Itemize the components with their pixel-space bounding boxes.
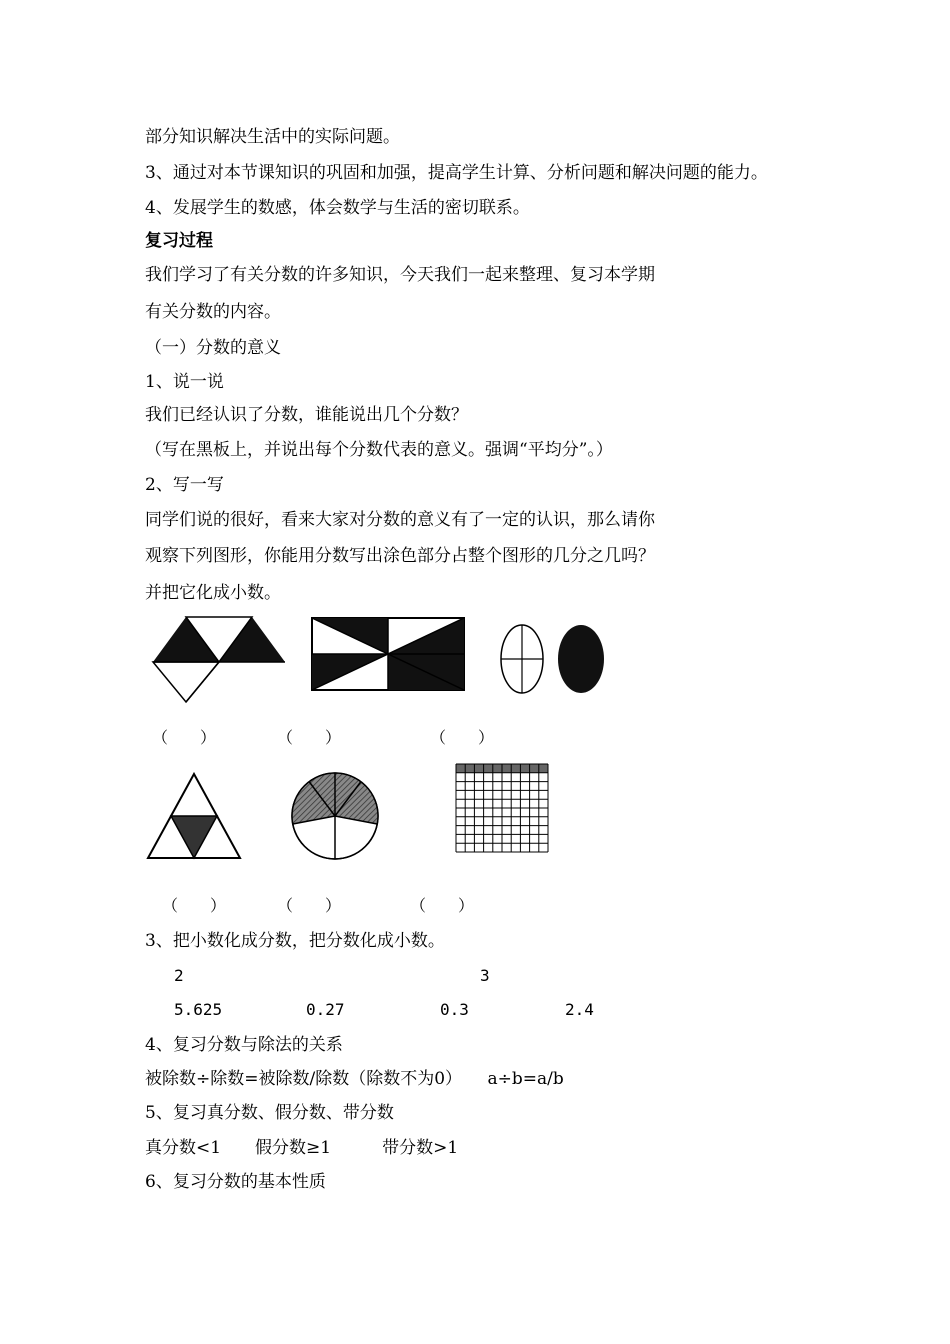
text-line: （写在黑板上，并说出每个分数代表的意义。强调“平均分”。） [145,440,613,460]
decimal-value: 0.3 [440,1000,469,1019]
text-line: 3、通过对本节课知识的巩固和加强，提高学生计算、分析问题和解决问题的能力。 [145,163,768,183]
ellipse-filled-figure [556,622,606,696]
hatched-circle-figure [289,770,381,862]
answer-blank: （ ） [162,896,227,915]
grid-figure [452,760,552,856]
answer-blank: （ ） [277,896,342,915]
text-line: 我们学习了有关分数的许多知识，今天我们一起来整理、复习本学期 [145,265,655,285]
section-heading: 复习过程 [145,231,213,251]
answer-blank: （ ） [152,728,217,747]
decimal-value: 5.625 [174,1000,223,1019]
text-line: 并把它化成小数。 [145,583,281,603]
text-line: 有关分数的内容。 [145,302,281,322]
formula-line: 真分数<1 假分数≥1 带分数>1 [145,1138,459,1158]
subsection-title: （一）分数的意义 [145,338,281,358]
rectangle-figure [308,614,468,694]
nested-triangle-figure [144,770,244,862]
item-title: 4、复习分数与除法的关系 [145,1035,343,1055]
item-title: 5、复习真分数、假分数、带分数 [145,1103,394,1123]
fraction-numerator: 3 [480,966,490,985]
text-line: 部分知识解决生活中的实际问题。 [145,127,400,147]
item-title: 3、把小数化成分数，把分数化成小数。 [145,931,445,951]
text-line: 同学们说的很好，看来大家对分数的意义有了一定的认识，那么请你 [145,510,655,530]
decimal-value: 0.27 [306,1000,345,1019]
text-line: 4、发展学生的数感，体会数学与生活的密切联系。 [145,198,530,218]
text-line: 观察下列图形，你能用分数写出涂色部分占整个图形的几分之几吗？ [145,546,655,566]
triangles-figure [148,612,293,707]
ellipse-divided-figure [497,622,547,696]
formula-line: 被除数÷除数=被除数/除数（除数不为0） a÷b=a/b [145,1069,564,1089]
item-title: 6、复习分数的基本性质 [145,1172,326,1192]
text-line: 我们已经认识了分数，谁能说出几个分数？ [145,405,468,425]
answer-blank: （ ） [410,896,475,915]
item-title: 2、写一写 [145,475,224,495]
answer-blank: （ ） [277,728,342,747]
answer-blank: （ ） [430,728,495,747]
fraction-numerator: 2 [174,966,184,985]
decimal-value: 2.4 [565,1000,594,1019]
item-title: 1、说一说 [145,372,224,392]
